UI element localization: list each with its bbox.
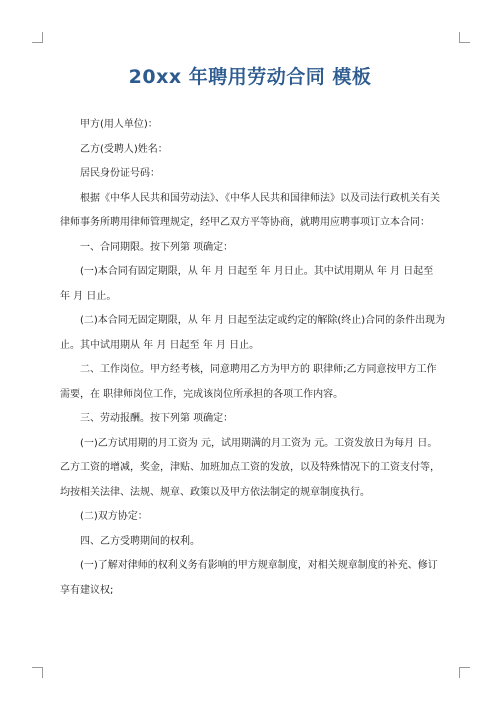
paragraph-employer: 甲方(用人单位)： bbox=[80, 119, 158, 130]
corner-mark-bottom-right bbox=[459, 667, 470, 678]
paragraph-section-1-open-term: (二)本合同无固定期限，从 年 月 日起至法定或约定的解除(终止)合同的条件出现为止。其中试用期从 年 月 日起至 年 月 日止。 bbox=[60, 315, 446, 351]
corner-mark-bottom-left bbox=[32, 667, 43, 678]
paragraph-section-4: 四、乙方受聘期间的权利。 bbox=[80, 535, 200, 547]
paragraph-id-number: 居民身份证号码： bbox=[80, 168, 160, 179]
paragraph-employee-name: 乙方(受聘人)姓名： bbox=[80, 143, 168, 155]
paragraph-section-3-agreement: (二)双方协定： bbox=[80, 511, 148, 522]
document-body bbox=[60, 113, 446, 603]
page-title: 20xx 年聘用劳动合同 模板 bbox=[128, 66, 372, 88]
paragraph-section-2: 二、工作岗位。甲方经考核，同意聘用乙方为甲方的 职律师;乙方同意按甲方工作需要，在 职律师岗位工作，完成该岗位所承担的各项工作内容。 bbox=[60, 364, 437, 400]
paragraph-section-3: 三、劳动报酬。按下列第 项确定： bbox=[80, 413, 234, 424]
paragraph-preamble: 根据《中华人民共和国劳动法》、《中华人民共和国律师法》以及司法行政机关有关律师事务所聘用律师管理规定，经甲乙双方平等协商，就聘用应聘事项订立本合同： bbox=[60, 192, 440, 228]
paragraph-section-3-wages: (一)乙方试用期的月工资为 元，试用期满的月工资为 元。工资发放日为每月 日。乙方工资的增减，奖金，津贴、加班加点工资的发放，以及特殊情况下的工资支付等，均按相关法律、法规、规章、政策以及甲方依法制定的规章制度执行。 bbox=[60, 437, 440, 498]
corner-mark-top-left bbox=[32, 32, 43, 43]
paragraph-section-1: 一、合同期限。按下列第 项确定： bbox=[80, 241, 234, 253]
corner-mark-top-right bbox=[459, 32, 470, 43]
paragraph-section-4-item-1: (一)了解对律师的权利义务有影响的甲方规章制度，对相关规章制度的补充、修订享有建议权; bbox=[60, 560, 438, 596]
paragraph-section-1-fixed-term: (一)本合同有固定期限，从 年 月 日起至 年 月日止。其中试用期从 年 月 日起至 年 月 日止。 bbox=[60, 266, 434, 302]
